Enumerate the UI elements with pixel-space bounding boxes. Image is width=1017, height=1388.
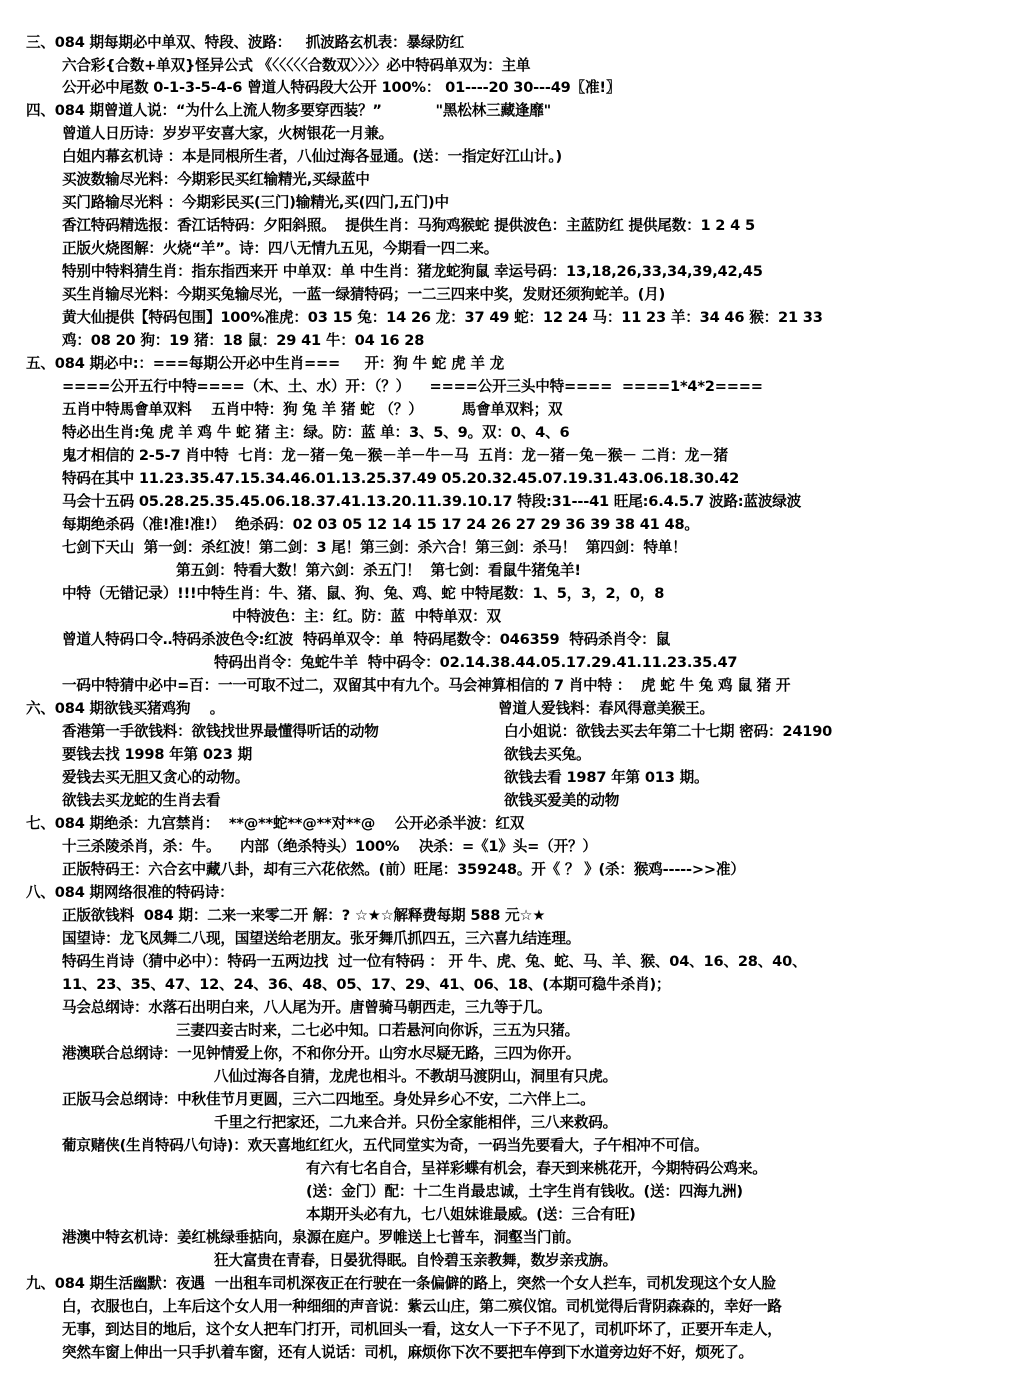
line-13: 黄大仙提供【特码包围】100%准虎：03 15 兔：14 26 龙：37 49 蛇：12 24 马：11 23 羊：34 46 猴：21 33 <box>62 309 823 326</box>
line-44: 三妻四妾古时来，二七必中知。口若悬河向你诉，三五为只猪。 <box>176 1022 580 1039</box>
line-25: 中特（无错记录）!!!中特生肖：牛、猪、鼠、狗、兔、鸡、蛇 中特尾数：1、5，3，2，0，8 <box>62 585 665 602</box>
line-26: 中特波色：主：红。防：蓝 中特单双：双 <box>232 608 501 625</box>
line-33a: 爱钱去买无胆又贪心的动物。 <box>62 769 250 786</box>
line-5: 曾道人日历诗：岁岁平安喜大家，火树银花一月兼。 <box>62 125 394 142</box>
line-40: 国望诗：龙飞凤舞二八现，国望送给老朋友。张牙舞爪抓四五，三六喜九结连理。 <box>62 930 581 947</box>
line-41: 特码生肖诗（猜中必中）：特码一五两边找 过一位有特码 ： 开 牛、虎、兔、蛇、马、羊、猴、04、16、28、40、 <box>62 953 807 970</box>
line-31b: 白小姐说：欲钱去买去年第二十七期 密码：24190 <box>504 723 833 740</box>
line-54: 狂大富贵在青春，日晏犹得眠。自怜碧玉亲教舞，数岁亲戎旃。 <box>214 1252 618 1269</box>
line-29: 一码中特猜中必中=百：一一可取不过二，双留其中有九个。马会神算相信的 7 肖中特 ： 虎 蛇 牛 兔 鸡 鼠 猪 开 <box>62 677 791 694</box>
line-34b: 欲钱买爱美的动物 <box>504 792 620 809</box>
line-39: 正版欲钱料 084 期：二来一来零二开 解：? ☆★☆解释费每期 588 元☆★ <box>62 907 546 924</box>
line-34a: 欲钱去买龙蛇的生肖去看 <box>62 792 221 809</box>
line-30b: 曾道人爱钱料：春风得意美猴王。 <box>498 700 714 717</box>
line-53: 港澳中特玄机诗：姜红桃绿垂掂向，泉源在庭户。罗帷送上七普车，洞壑当门前。 <box>62 1229 581 1246</box>
line-4: 四、084 期曾道人说：“为什么上流人物多要穿西装？” "黑松林三藏逢靡" <box>26 102 552 119</box>
line-33b: 欲钱去看 1987 年第 013 期。 <box>504 769 709 786</box>
line-28: 特码出肖令：兔蛇牛羊 特中码令：02.14.38.44.05.17.29.41.11.23.35.47 <box>214 654 738 671</box>
line-12: 买生肖输尽光料：今期买兔输尽光，一蓝一绿猜特码；一二三四来中奖，发财还须狗蛇羊。(月) <box>62 286 666 303</box>
line-37: 正版特码王：六合玄中藏八卦，却有三六花依然。(前）旺尾：359248。开《 ？ 》(杀：猴鸡----->>准） <box>62 861 745 878</box>
line-16: ====公开五行中特====（木、土、水）开：（？） ====公开三头中特==== ====1*4*2==== <box>62 378 763 395</box>
line-47: 正版马会总纲诗：中秋佳节月更圆，三六二四地至。身处异乡心不安，二六伴上二。 <box>62 1091 595 1108</box>
line-15: 五、084 期必中:：===每期公开必中生肖=== 开：狗 牛 蛇 虎 羊 龙 <box>26 355 505 372</box>
line-8: 买门路输尽光料 ：今期彩民买(三门)输精光,买(四门,五门)中 <box>62 194 449 211</box>
line-58: 突然车窗上伸出一只手扒着车窗，还有人说话：司机，麻烦你下次不要把车停到下水道旁边好不好，烦死了。 <box>62 1344 753 1361</box>
line-10: 正版火烧图解：火烧“羊”。诗：四八无情九五见，今期看一四二来。 <box>62 240 499 257</box>
line-6: 白姐内幕玄机诗 ：本是同根所生者，八仙过海各显通。(送：一指定好江山计。) <box>62 148 562 165</box>
line-2: 六合彩{合数+单双}怪异公式 《〈〈〈〈〈合数双〉〉〉〉必中特码单双为：主单 <box>62 57 531 74</box>
line-3: 公开必中尾数 0-1-3-5-4-6 曾道人特码段大公开 100%： 01----20 30---49〖准!〗 <box>62 79 621 96</box>
line-57: 无事，到达目的地后，这个女人把车门打开，司机回头一看，这女人一下子不见了，司机吓坏了，正要开车走人， <box>62 1321 782 1338</box>
line-18: 特必出生肖:兔 虎 羊 鸡 牛 蛇 猪 主：绿。防：蓝 单：3、5、9。双：0、4、6 <box>62 424 570 441</box>
line-36: 十三杀陵杀肖，杀：牛。 内部（绝杀特头）100% 决杀：=《1》头=（开？） <box>62 838 597 855</box>
line-7: 买波数输尽光料：今期彩民买红输精光,买绿蓝中 <box>62 171 370 188</box>
line-35: 七、084 期绝杀：九宫禁肖： **@**蛇**@**对**@ 公开必杀半波：红双 <box>26 815 525 832</box>
line-19: 鬼才相信的 2-5-7 肖中特 七肖：龙－猪－兔－猴－羊－牛－马 五肖：龙－猪－兔－猴－ 二肖：龙－猪 <box>62 447 728 464</box>
line-32b: 欲钱去买兔。 <box>504 746 591 763</box>
line-45: 港澳联合总纲诗：一见钟情爱上你，不和你分开。山穷水尽疑无路，三四为你开。 <box>62 1045 581 1062</box>
line-42: 11、23、35、47、12、24、36、48、05、17、29、41、06、18、(本期可稳牛杀肖)； <box>62 976 671 993</box>
line-50: 有六有七名自合，呈祥彩蝶有机会，春天到来桃花开，今期特码公鸡来。 <box>306 1160 767 1177</box>
line-31a: 香港第一手欲钱料：欲钱找世界最懂得听话的动物 <box>62 723 379 740</box>
line-27: 曾道人特码口令‥特码杀波色令:红波 特码单双令：单 特码尾数令：046359 特码杀肖令：鼠 <box>62 631 670 648</box>
line-17: 五肖中特馬會单双料 五肖中特：狗 兔 羊 猪 蛇 （？） 馬會单双料；双 <box>62 401 563 418</box>
line-43: 马会总纲诗：水落石出明白来，八人尾为开。唐曾骑马朝西走，三九等于几。 <box>62 999 552 1016</box>
line-20: 特码在其中 11.23.35.47.15.34.46.01.13.25.37.49 05.20.32.45.07.19.31.43.06.18.30.42 <box>62 470 740 487</box>
line-24: 第五剑：特看大数！第六剑：杀五门！ 第七剑：看鼠牛猪兔羊! <box>176 562 581 579</box>
line-46: 八仙过海各自猜，龙虎也相斗。不教胡马渡阴山，洞里有只虎。 <box>214 1068 618 1085</box>
line-49: 葡京赌侠(生肖特码八句诗)：欢天喜地红红火，五代同堂实为奇，一码当先要看大，子午相冲不可信。 <box>62 1137 709 1154</box>
line-51: (送：金门）配：十二生肖最忠诚，土字生肖有钱收。(送：四海九洲) <box>306 1183 743 1200</box>
line-48: 千里之行把家还，二九来合并。只份全家能相伴，三八来救码。 <box>214 1114 618 1131</box>
line-56: 白，衣服也白，上车后这个女人用一种细细的声音说：紫云山庄，第二殡仪馆。司机觉得后背阴森森的，幸好一路 <box>62 1298 782 1315</box>
line-9: 香江特码精选报：香江话特码：夕阳斜照。 提供生肖：马狗鸡猴蛇 提供波色：主蓝防红 提供尾数：1 2 4 5 <box>62 217 755 234</box>
line-14: 鸡：08 20 狗：19 猪：18 鼠：29 41 牛：04 16 28 <box>62 332 425 349</box>
line-22: 每期绝杀码（准!准!准!） 绝杀码：02 03 05 12 14 15 17 24 26 27 29 36 39 38 41 48。 <box>62 516 699 533</box>
line-1: 三、084 期每期必中单双、特段、波路： 抓波路玄机表：暴绿防红 <box>26 34 465 51</box>
line-30a: 六、084 期欲钱买猪鸡狗 。 <box>26 700 225 717</box>
line-21: 马会十五码 05.28.25.35.45.06.18.37.41.13.20.11.39.10.17 特段:31---41 旺尾:6.4.5.7 波路:蓝波绿波 <box>62 493 802 510</box>
line-32a: 要钱去找 1998 年第 023 期 <box>62 746 252 763</box>
line-55: 九、084 期生活幽默：夜遇 一出租车司机深夜正在行驶在一条偏僻的路上，突然一个女人拦车，司机发现这个女人脸 <box>26 1275 776 1292</box>
line-38: 八、084 期网络很准的特码诗： <box>26 884 234 901</box>
line-52: 本期开头必有九，七八姐妹谁最威。(送：三合有旺) <box>306 1206 636 1223</box>
line-23: 七剑下天山 第一剑：杀红波！第二剑：3 尾！第三剑：杀六合！第三剑：杀马！ 第四剑：特单！ <box>62 539 687 556</box>
line-11: 特别中特料猜生肖：指东指西来开 中单双：单 中生肖：猪龙蛇狗鼠 幸运号码：13,18,26,33,34,39,42,45 <box>62 263 763 280</box>
